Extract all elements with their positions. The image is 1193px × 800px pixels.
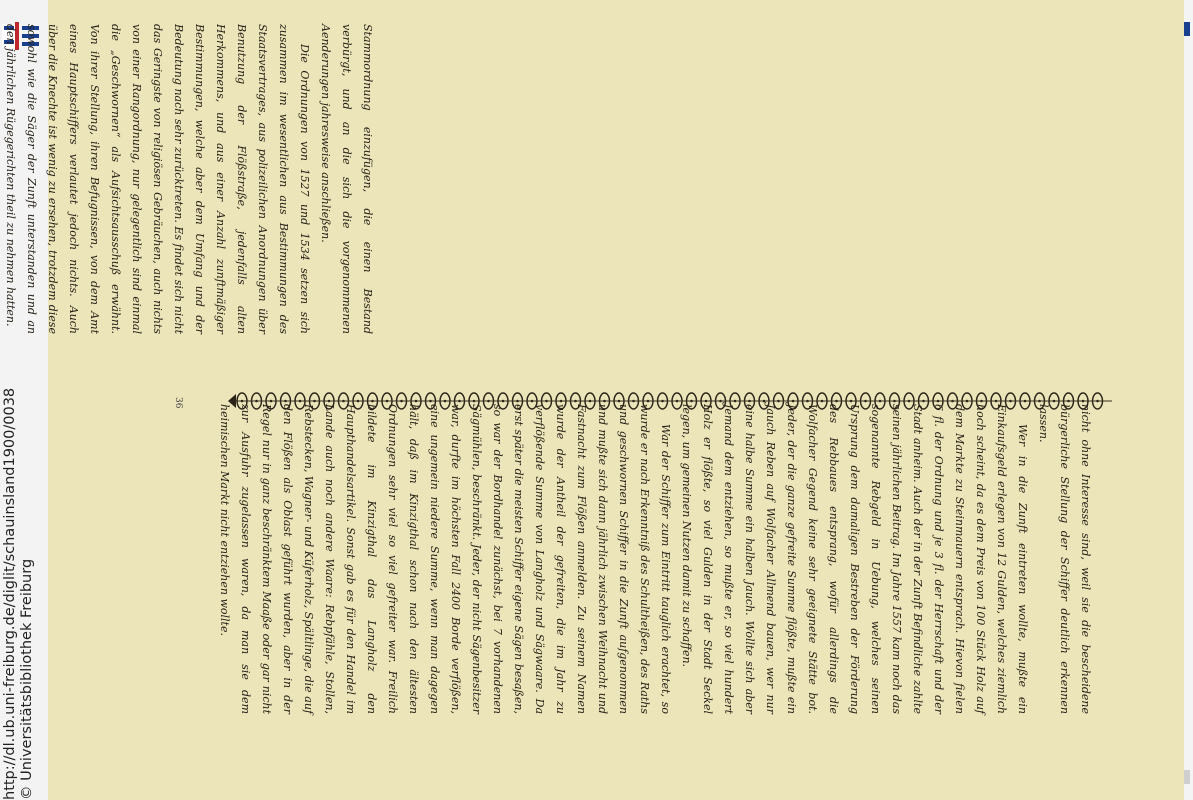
watermark xyxy=(2,386,42,800)
text-column-right xyxy=(214,404,1096,714)
page-edge xyxy=(1184,0,1193,800)
paragraph: Die Ordnungen von 1527 und 1534 setzen sich zusammen im wesentlichen aus Bestimmungen des Staatsvertrages, aus polizeilichen Anordnungen über Benutzung der Flößstraße, jedenfalls alten Herkommens, und aus einer Anzahl zunftmäßiger Bestimmungen, welche aber dem Umfang und der Bedeutung nach sehr zurücktreten. Es findet sich nicht das Geringste von religiösen Gebräuchen, auch nichts von einer Rangordnung, nur gelegentlich sind einmal die „Geschwornen“ als Aufsichtsausschuß erwähnt. Von ihrer Stellung, ihren Befugnissen, von dem Amt eines Hauptschiffers verlautet jedoch nichts. Auch über die Knechte ist wenig zu ersehen, trotzdem diese sowohl wie die Säger der Zunft unterstanden und an den jährlichen Rügegerichten theil zu nehmen hatten. xyxy=(4,24,311,334)
paragraph: nicht ohne Interesse sind, weil sie die bescheidene bürgerliche Stellung der Schiffer deutlich erkennen lassen. xyxy=(1037,404,1092,714)
paragraph: Wer in die Zunft eintreten wollte, mußte ein Einkaufsgeld erlegen von 12 Gulden, welches ziemlich hoch scheint, da es dem Preis von 100 Stück Holz auf dem Markte zu Steinmauern entsprach. Hievon fielen 6 fl. der Ordnung und je 3 fl. der Herrschaft und der Stadt anheim. Auch der in der Zunft Befindliche zahlte seinen jährlichen Beitrag. Im Jahre 1557 kam noch das sogenannte Rebgeld in Uebung, welches seinen Ursprung dem damaligen Bestreben der Förderung des Rebbaues entsprang, wofür allerdings die Wolfacher Gegend keine sehr geeignete Stätte bot. Jeder, der die ganze gefreite Summe flößte, mußte ein Jauch Reben auf Wolfacher Allmend bauen, wer nur eine halbe Summe ein halben Jauch. Wollte sich aber Jemand dem entziehen, so mußte er, so viel hundert Holz er flößte, so viel Gulden in der Stadt Seckel legen, um gemeinen Nutzen damit zu schaffen. xyxy=(680,404,1029,714)
edge-marker-bottom xyxy=(1184,770,1190,784)
watermark-copyright: © Universitätsbibliothek Freiburg xyxy=(19,558,35,800)
watermark-url: http://dl.ub.uni-freiburg.de/diglit/schauinsland1900/0038 xyxy=(2,387,18,800)
paragraph: War der Schiffer zum Eintritt tauglich erachtet, so wurde er nach Erkenntniß des Schultheißen, des Raths und geschwornen Schiffer in die Zunft aufgenommen und mußte sich dann jährlich zwischen Weihnacht und Fastnacht zum Flößen anmelden. Zu seinem Namen wurde der Antheil der gefreiten, die im Jahr zu verflößende Summe von Langholz und Sägwaare. Da erst später die meisten Schiffer eigene Sägen besaßen, so war der Bordhandel zunächst, bei 7 vorhandenen Sägmühlen, beschränkt. Jeder, der nicht Sägenbesitzer war, durfte im höchsten Fall 2400 Borde verflößen, eine ungemein niedere Summe, wenn man dagegen hält, daß im Kinzigthal schon nach den ältesten Ordnungen sehr viel so viel gefreiter war. Freilich bildete im Kinzigthal das Langholz den Haupthandelsartikel. Sonst gab es für den Handel im Lande auch noch andere Waare: Rebpfähle, Stollen, Rebstecken, Wagner- und Küferholz, Spältlinge, die auf den Flößen als Oblast geführt wurden, aber in der Regel nur in ganz beschränktem Maaße oder gar nicht zur Ausfuhr zugelassen waren, da man sie dem heimischen Markt nicht entziehen wollte. xyxy=(218,404,672,714)
edge-marker-top xyxy=(1184,22,1190,36)
ornament-arrow-icon xyxy=(205,392,223,399)
paragraph: Stammordnung einzufügen, die einen Bestand verbürgt, und an die sich die vorgenommenen Aenderungen jahresweise anschließen. xyxy=(319,24,374,334)
page-number: 36 xyxy=(173,397,183,409)
text-column-left xyxy=(0,24,378,334)
